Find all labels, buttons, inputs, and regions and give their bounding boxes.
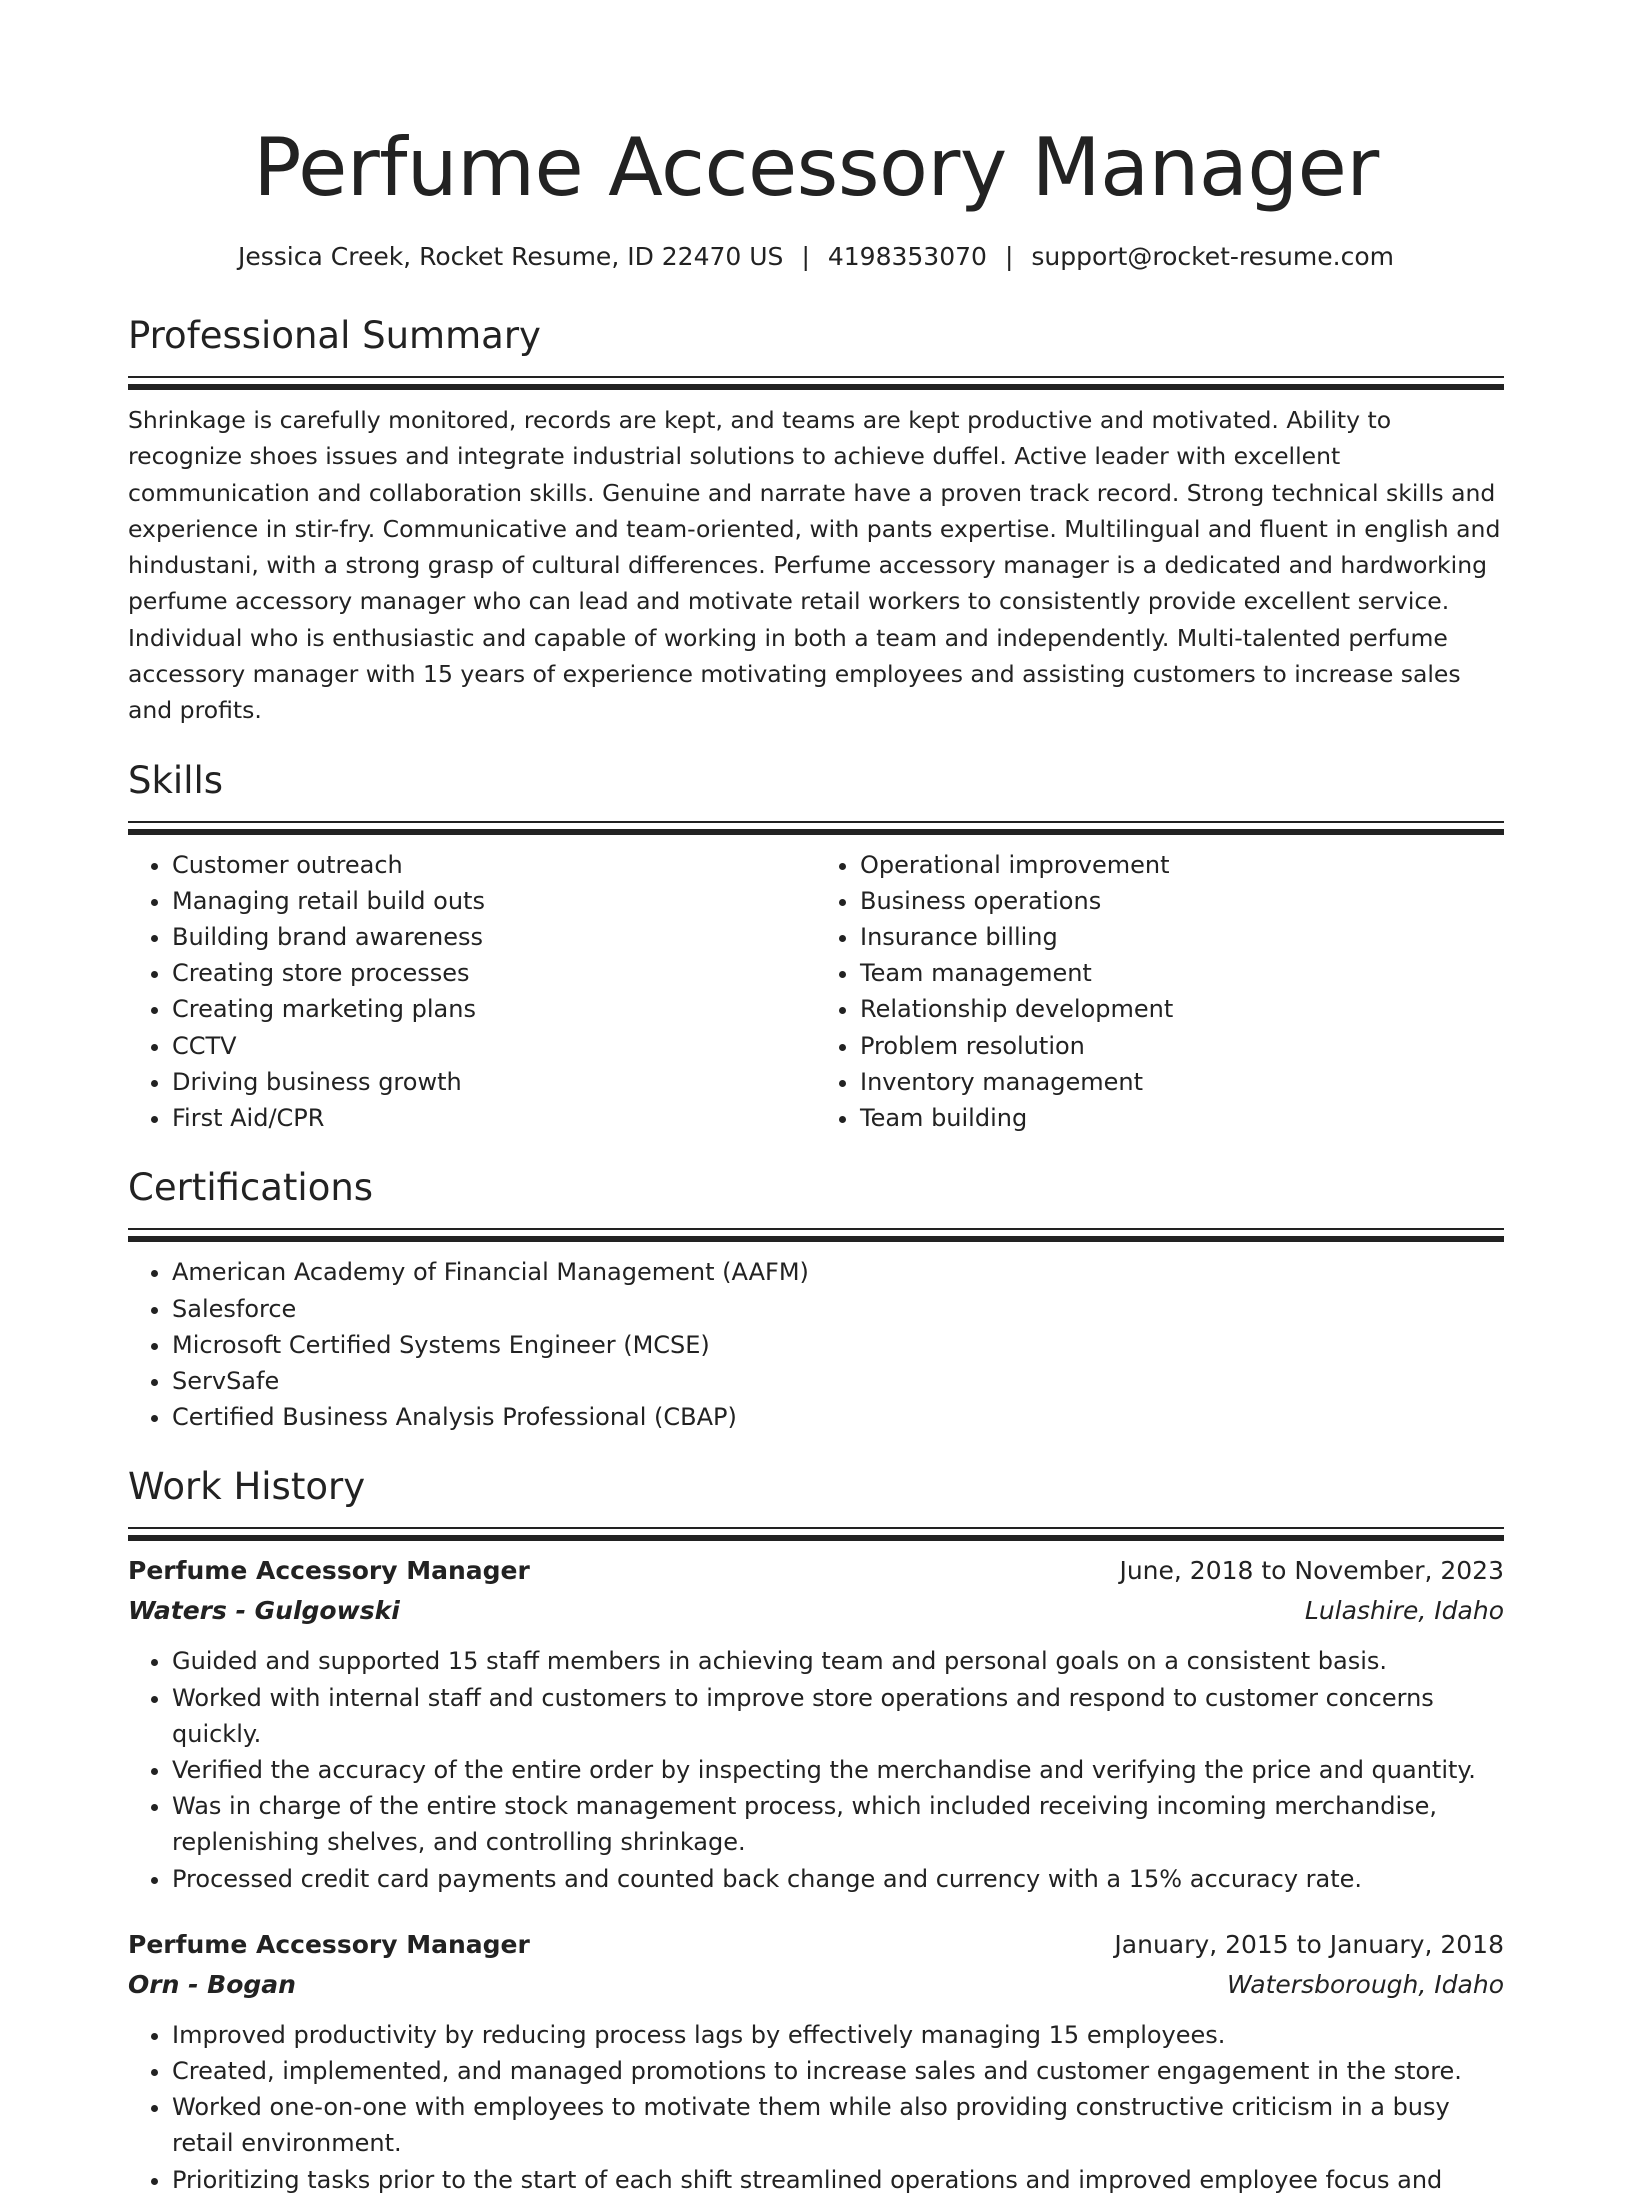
certification-item: • American Academy of Financial Management (AAFM) bbox=[172, 1254, 1504, 1290]
skill-item: • Building brand awareness bbox=[172, 919, 816, 955]
skill-item: • Inventory management bbox=[860, 1064, 1504, 1100]
job-company: Waters - Gulgowski bbox=[128, 1596, 400, 1626]
work-history-section bbox=[128, 1463, 1504, 2197]
job-title: Perfume Accessory Manager bbox=[128, 1929, 530, 1959]
job-header-row bbox=[128, 1925, 1504, 1965]
professional-summary-section bbox=[128, 312, 1504, 729]
job-duty-item: • Verified the accuracy of the entire order by inspecting the merchandise and verifying the price and quantity. bbox=[172, 1752, 1504, 1788]
job-duty-item: • Worked one-on-one with employees to motivate them while also providing constructive criticism in a busy retail environment. bbox=[172, 2089, 1504, 2161]
section-divider bbox=[128, 376, 1504, 390]
skills-list-right bbox=[816, 847, 1504, 1137]
job-duties-list bbox=[128, 1643, 1504, 1896]
job-entry bbox=[128, 1925, 1504, 2198]
skill-item: • Creating marketing plans bbox=[172, 991, 816, 1027]
section-heading-summary: Professional Summary bbox=[128, 314, 541, 357]
summary-text: Shrinkage is carefully monitored, records are kept, and teams are kept productive and motivated. Ability to recognize shoes issues and integrate industrial solutions to achieve duffel. Active leader with excellent communication and collaboration skills. Genuine and narrate have a proven track record. Strong technical skills and experience in stir-fry. Communicative and team-oriented, with pants expertise. Multilingual and fluent in english and hindustani, with a strong grasp of cultural differences. Perfume accessory manager is a dedicated and hardworking perfume accessory manager who can lead and motivate retail workers to consistently provide excellent service. Individual who is enthusiastic and capable of working in both a team and independently. Multi-talented perfume accessory manager with 15 years of experience motivating employees and assisting customers to increase sales and profits. bbox=[128, 406, 1501, 725]
contact-separator: | bbox=[801, 242, 810, 271]
job-duty-item: • Processed credit card payments and counted back change and currency with a 15% accuracy rate. bbox=[172, 1861, 1504, 1897]
contact-address: Jessica Creek, Rocket Resume, ID 22470 US bbox=[238, 242, 784, 271]
skill-item: • Creating store processes bbox=[172, 955, 816, 991]
section-divider bbox=[128, 821, 1504, 835]
job-duty-item: • Was in charge of the entire stock management process, which included receiving incoming merchandise, replenishing shelves, and controlling shrinkage. bbox=[172, 1788, 1504, 1860]
certification-item: • Salesforce bbox=[172, 1291, 1504, 1327]
section-divider bbox=[128, 1228, 1504, 1242]
skill-item: • Insurance billing bbox=[860, 919, 1504, 955]
job-dates: June, 2018 to November, 2023 bbox=[1119, 1556, 1504, 1586]
contact-email: support@rocket-resume.com bbox=[1031, 242, 1394, 271]
certifications-section bbox=[128, 1164, 1504, 1435]
section-heading-certifications: Certifications bbox=[128, 1166, 374, 1210]
contact-line bbox=[128, 240, 1504, 274]
job-duty-item: • Worked with internal staff and customers to improve store operations and respond to customer concerns quickly. bbox=[172, 1680, 1504, 1752]
section-divider bbox=[128, 1527, 1504, 1541]
skill-item: • First Aid/CPR bbox=[172, 1100, 816, 1136]
job-title: Perfume Accessory Manager bbox=[128, 1556, 530, 1586]
skill-item: • Team building bbox=[860, 1100, 1504, 1136]
job-company: Orn - Bogan bbox=[128, 1969, 296, 1999]
job-header-row bbox=[128, 1551, 1504, 1591]
certification-item: • ServSafe bbox=[172, 1363, 1504, 1399]
section-heading-work-history: Work History bbox=[128, 1465, 366, 1509]
job-location: Watersborough, Idaho bbox=[1226, 1969, 1504, 1999]
skill-item: • Operational improvement bbox=[860, 847, 1504, 883]
section-heading-skills: Skills bbox=[128, 758, 224, 802]
skill-item: • Driving business growth bbox=[172, 1064, 816, 1100]
contact-phone: 4198353070 bbox=[827, 242, 987, 271]
certification-item: • Certified Business Analysis Professional (CBAP) bbox=[172, 1399, 1504, 1435]
job-duties-list bbox=[128, 2017, 1504, 2198]
certification-item: • Microsoft Certified Systems Engineer (MCSE) bbox=[172, 1327, 1504, 1363]
job-duty-item: • Prioritizing tasks prior to the start of each shift streamlined operations and improved employee focus and bbox=[172, 2162, 1504, 2198]
job-duty-item: • Guided and supported 15 staff members in achieving team and personal goals on a consistent basis. bbox=[172, 1643, 1504, 1679]
certifications-list bbox=[128, 1254, 1504, 1435]
job-duty-item: • Created, implemented, and managed promotions to increase sales and customer engagement in the store. bbox=[172, 2053, 1504, 2089]
skills-section bbox=[128, 757, 1504, 1137]
skill-item: • Problem resolution bbox=[860, 1028, 1504, 1064]
skill-item: • Team management bbox=[860, 955, 1504, 991]
skills-list-left bbox=[128, 847, 816, 1137]
job-subheader-row bbox=[128, 1965, 1504, 2005]
resume-name-title: Perfume Accessory Manager bbox=[253, 121, 1379, 214]
skills-columns bbox=[128, 835, 1504, 1137]
skill-item: • Managing retail build outs bbox=[172, 883, 816, 919]
skill-item: • Business operations bbox=[860, 883, 1504, 919]
job-subheader-row bbox=[128, 1591, 1504, 1631]
job-entry bbox=[128, 1551, 1504, 1896]
skill-item: • Customer outreach bbox=[172, 847, 816, 883]
job-location: Lulashire, Idaho bbox=[1304, 1596, 1504, 1626]
job-duty-item: • Improved productivity by reducing process lags by effectively managing 15 employees. bbox=[172, 2017, 1504, 2053]
skill-item: • CCTV bbox=[172, 1028, 816, 1064]
skill-item: • Relationship development bbox=[860, 991, 1504, 1027]
contact-separator: | bbox=[1004, 242, 1014, 271]
job-dates: January, 2015 to January, 2018 bbox=[1114, 1929, 1504, 1959]
